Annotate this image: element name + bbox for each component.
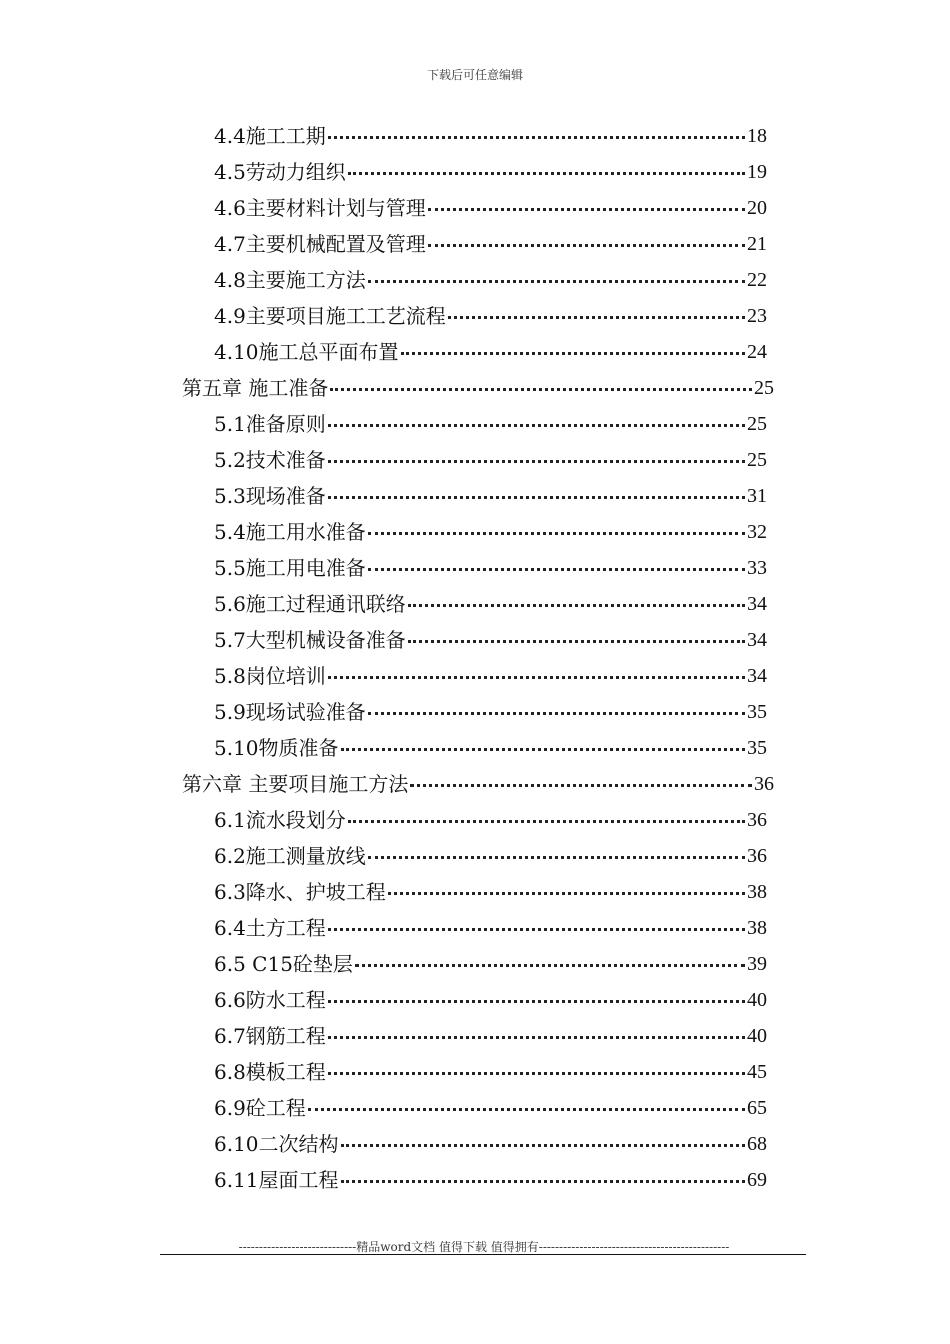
- dot-leader: [330, 388, 752, 391]
- dot-leader: [328, 1036, 745, 1039]
- dot-leader: [368, 856, 745, 859]
- dot-leader: [410, 784, 752, 787]
- toc-entry-page-number: 34: [747, 629, 767, 651]
- dot-leader: [328, 136, 745, 139]
- toc-section-entry[interactable]: [214, 550, 767, 586]
- dot-leader: [328, 460, 745, 463]
- toc-entry-label: 4.10施工总平面布置: [214, 340, 399, 364]
- toc-entry-label: 5.10物质准备: [214, 736, 339, 760]
- dot-leader: [328, 676, 745, 679]
- dot-leader: [368, 568, 745, 571]
- page-header: 下载后可任意编辑: [426, 68, 523, 82]
- dot-leader: [341, 1180, 745, 1183]
- dot-leader: [328, 1072, 745, 1075]
- dot-leader: [341, 748, 745, 751]
- toc-entry-page-number: 25: [754, 377, 774, 399]
- toc-entry-page-number: 68: [747, 1133, 767, 1155]
- toc-section-entry[interactable]: [214, 478, 767, 514]
- dot-leader: [401, 352, 745, 355]
- dot-leader: [408, 604, 745, 607]
- toc-entry-page-number: 25: [747, 413, 767, 435]
- toc-entry-page-number: 45: [747, 1061, 767, 1083]
- toc-entry-label: 5.3现场准备: [214, 484, 326, 508]
- toc-section-entry[interactable]: [214, 694, 767, 730]
- dot-leader: [368, 532, 745, 535]
- toc-entry-page-number: 36: [747, 845, 767, 867]
- toc-section-entry[interactable]: [214, 514, 767, 550]
- toc-entry-label: 6.2施工测量放线: [214, 844, 366, 868]
- toc-section-entry[interactable]: [214, 406, 767, 442]
- toc-section-entry[interactable]: [214, 658, 767, 694]
- toc-entry-page-number: 34: [747, 593, 767, 615]
- dot-leader: [408, 640, 745, 643]
- toc-entry-label: 5.5施工用电准备: [214, 556, 366, 580]
- toc-entry-label: 6.9砼工程: [214, 1096, 306, 1120]
- dot-leader: [368, 712, 745, 715]
- toc-entry-page-number: 36: [754, 773, 774, 795]
- toc-entry-label: 6.11屋面工程: [214, 1168, 339, 1192]
- toc-section-entry[interactable]: [214, 118, 767, 154]
- dot-leader: [341, 1144, 745, 1147]
- toc-entry-label: 6.7钢筋工程: [214, 1024, 326, 1048]
- toc-entry-page-number: 20: [747, 197, 767, 219]
- toc-section-entry[interactable]: [214, 982, 767, 1018]
- toc-entry-label: 4.4施工工期: [214, 124, 326, 148]
- toc-entry-label: 6.8模板工程: [214, 1060, 326, 1084]
- toc-entry-page-number: 32: [747, 521, 767, 543]
- toc-section-entry[interactable]: [214, 946, 767, 982]
- toc-section-entry[interactable]: [214, 622, 767, 658]
- toc-entry-page-number: 31: [747, 485, 767, 507]
- dot-leader: [428, 244, 745, 247]
- toc-entry-label: 第六章 主要项目施工方法: [182, 772, 409, 796]
- toc-entry-page-number: 22: [747, 269, 767, 291]
- toc-entry-page-number: 69: [747, 1169, 767, 1191]
- toc-section-entry[interactable]: [214, 586, 767, 622]
- toc-entry-label: 5.4施工用水准备: [214, 520, 366, 544]
- toc-entry-label: 4.6主要材料计划与管理: [214, 196, 426, 220]
- toc-section-entry[interactable]: [214, 910, 767, 946]
- toc-section-entry[interactable]: [214, 298, 767, 334]
- dot-leader: [448, 316, 745, 319]
- toc-entry-page-number: 35: [747, 737, 767, 759]
- toc-section-entry[interactable]: [214, 334, 767, 370]
- toc-entry-page-number: 18: [747, 125, 767, 147]
- toc-entry-page-number: 35: [747, 701, 767, 723]
- toc-entry-page-number: 38: [747, 881, 767, 903]
- toc-entry-label: 第五章 施工准备: [182, 376, 329, 400]
- toc-entry-label: 6.6防水工程: [214, 988, 326, 1012]
- dot-leader: [308, 1108, 745, 1111]
- toc-entry-page-number: 40: [747, 1025, 767, 1047]
- toc-entry-label: 5.9现场试验准备: [214, 700, 366, 724]
- toc-entry-label: 5.6施工过程通讯联络: [214, 592, 406, 616]
- toc-entry-page-number: 19: [747, 161, 767, 183]
- dot-leader: [348, 820, 745, 823]
- toc-section-entry[interactable]: [214, 442, 767, 478]
- toc-section-entry[interactable]: [214, 874, 767, 910]
- page-footer: -----------------------------精品word文档 值得下载 值得拥有-----------------------------------------------: [238, 1240, 730, 1254]
- toc-entry-page-number: 24: [747, 341, 767, 363]
- toc-section-entry[interactable]: [214, 1090, 767, 1126]
- toc-section-entry[interactable]: [214, 1054, 767, 1090]
- dot-leader: [388, 892, 745, 895]
- toc-section-entry[interactable]: [214, 730, 767, 766]
- dot-leader: [328, 928, 745, 931]
- toc-entry-page-number: 25: [747, 449, 767, 471]
- toc-entry-page-number: 33: [747, 557, 767, 579]
- toc-entry-label: 5.7大型机械设备准备: [214, 628, 406, 652]
- toc-entry-page-number: 39: [747, 953, 767, 975]
- toc-section-entry[interactable]: [214, 190, 767, 226]
- dot-leader: [428, 208, 745, 211]
- dot-leader: [328, 496, 745, 499]
- toc-entry-label: 4.5劳动力组织: [214, 160, 346, 184]
- toc-entry-page-number: 38: [747, 917, 767, 939]
- toc-entry-label: 4.8主要施工方法: [214, 268, 366, 292]
- dot-leader: [348, 172, 745, 175]
- toc-section-entry[interactable]: [214, 226, 767, 262]
- toc-entry-label: 6.10二次结构: [214, 1132, 339, 1156]
- toc-entry-label: 4.9主要项目施工工艺流程: [214, 304, 446, 328]
- toc-section-entry[interactable]: [214, 1126, 767, 1162]
- toc-entry-page-number: 65: [747, 1097, 767, 1119]
- toc-entry-page-number: 40: [747, 989, 767, 1011]
- toc-section-entry[interactable]: [214, 262, 767, 298]
- toc-entry-page-number: 36: [747, 809, 767, 831]
- toc-section-entry[interactable]: [214, 1018, 767, 1054]
- toc-entry-page-number: 23: [747, 305, 767, 327]
- toc-chapter-entry[interactable]: [182, 370, 774, 406]
- toc-entry-label: 6.1流水段划分: [214, 808, 346, 832]
- toc-entry-page-number: 21: [747, 233, 767, 255]
- toc-entry-label: 5.1准备原则: [214, 412, 326, 436]
- dot-leader: [328, 1000, 745, 1003]
- toc-chapter-entry[interactable]: [182, 766, 774, 802]
- toc-section-entry[interactable]: [214, 1162, 767, 1198]
- toc-section-entry[interactable]: [214, 802, 767, 838]
- toc-section-entry[interactable]: [214, 838, 767, 874]
- footer-rule: [160, 1254, 806, 1255]
- dot-leader: [368, 280, 745, 283]
- toc-entry-label: 4.7主要机械配置及管理: [214, 232, 426, 256]
- dot-leader: [328, 424, 745, 427]
- toc-entry-label: 6.5 C15砼垫层: [214, 952, 353, 976]
- toc-entry-page-number: 34: [747, 665, 767, 687]
- toc-entry-label: 6.4土方工程: [214, 916, 326, 940]
- toc-entry-label: 6.3降水、护坡工程: [214, 880, 386, 904]
- toc-entry-label: 5.2技术准备: [214, 448, 326, 472]
- dot-leader: [355, 964, 745, 967]
- toc-entry-label: 5.8岗位培训: [214, 664, 326, 688]
- toc-section-entry[interactable]: [214, 154, 767, 190]
